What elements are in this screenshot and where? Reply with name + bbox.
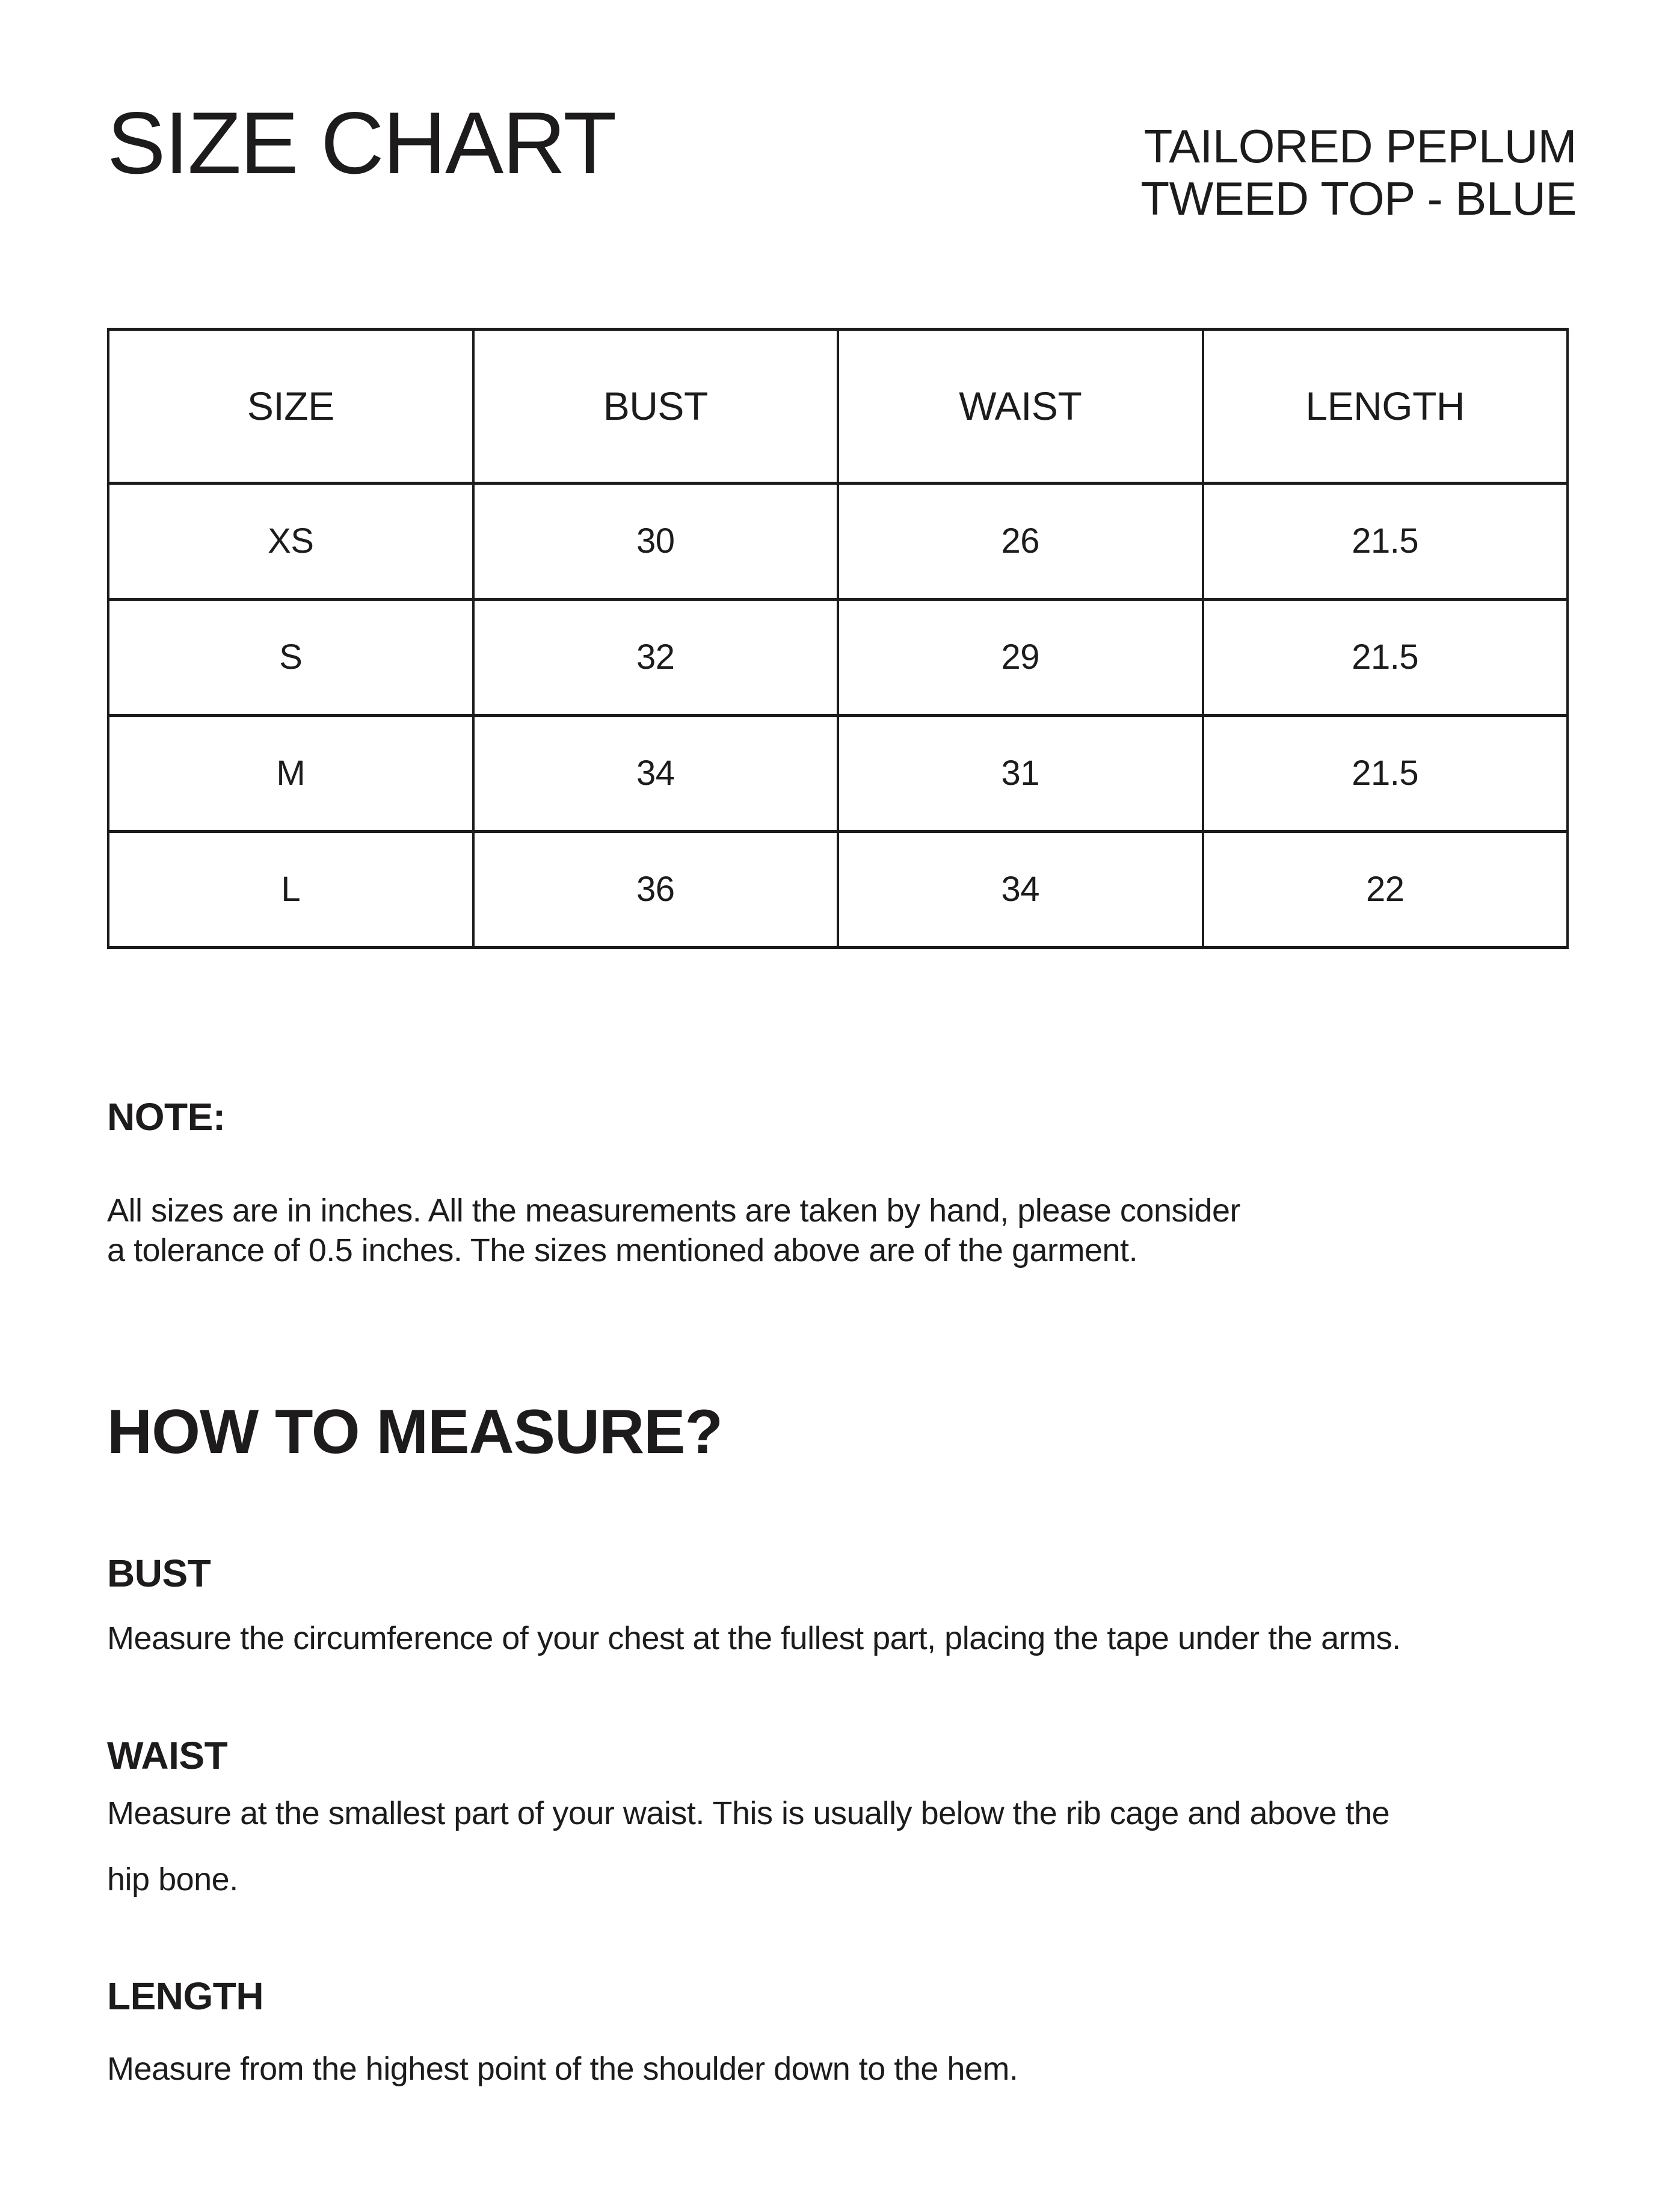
cell-waist: 31 xyxy=(838,715,1203,831)
cell-waist: 29 xyxy=(838,599,1203,715)
table-row xyxy=(108,483,1568,599)
length-section-body xyxy=(107,2049,1577,2089)
note-line: All sizes are in inches. All the measurements are taken by hand, please consider xyxy=(107,1192,1241,1229)
cell-size: L xyxy=(108,831,473,947)
cell-waist: 34 xyxy=(838,831,1203,947)
table-row xyxy=(108,831,1568,947)
header xyxy=(107,95,1577,226)
cell-waist: 26 xyxy=(838,483,1203,599)
product-name-line2: TWEED TOP - BLUE xyxy=(1140,172,1577,226)
product-name xyxy=(1140,120,1577,226)
size-table-body xyxy=(108,483,1568,947)
waist-body-line: hip bone. xyxy=(107,1861,238,1897)
size-table xyxy=(107,328,1569,949)
cell-size: XS xyxy=(108,483,473,599)
cell-bust: 34 xyxy=(473,715,838,831)
length-body-line: Measure from the highest point of the shoulder down to the hem. xyxy=(107,2050,1018,2087)
size-table-header xyxy=(108,329,1568,483)
waist-body-line: Measure at the smallest part of your waist. This is usually below the rib cage and above the xyxy=(107,1795,1390,1831)
size-chart-page xyxy=(0,95,1680,2200)
length-section-heading: LENGTH xyxy=(107,1974,264,2018)
column-header-length: LENGTH xyxy=(1203,329,1568,483)
cell-length: 21.5 xyxy=(1203,483,1568,599)
cell-size: S xyxy=(108,599,473,715)
bust-section-heading: BUST xyxy=(107,1552,211,1596)
cell-length: 21.5 xyxy=(1203,715,1568,831)
column-header-size: SIZE xyxy=(108,329,473,483)
column-header-waist: WAIST xyxy=(838,329,1203,483)
table-row xyxy=(108,599,1568,715)
waist-section-heading: WAIST xyxy=(107,1733,228,1777)
cell-bust: 36 xyxy=(473,831,838,947)
page-title: SIZE CHART xyxy=(107,94,616,192)
how-to-measure-heading: HOW TO MEASURE? xyxy=(107,1397,723,1467)
bust-section-body xyxy=(107,1618,1577,1658)
bust-body-line: Measure the circumference of your chest at the fullest part, placing the tape under the arms. xyxy=(107,1620,1401,1656)
table-header-row xyxy=(108,329,1568,483)
cell-bust: 32 xyxy=(473,599,838,715)
note-body xyxy=(107,1191,1577,1270)
column-header-bust: BUST xyxy=(473,329,838,483)
table-row xyxy=(108,715,1568,831)
cell-bust: 30 xyxy=(473,483,838,599)
waist-section-body xyxy=(107,1780,1577,1913)
product-name-line1: TAILORED PEPLUM xyxy=(1143,120,1577,173)
cell-size: M xyxy=(108,715,473,831)
note-heading: NOTE: xyxy=(107,1095,226,1138)
note-line: a tolerance of 0.5 inches. The sizes mentioned above are of the garment. xyxy=(107,1232,1138,1268)
cell-length: 21.5 xyxy=(1203,599,1568,715)
cell-length: 22 xyxy=(1203,831,1568,947)
